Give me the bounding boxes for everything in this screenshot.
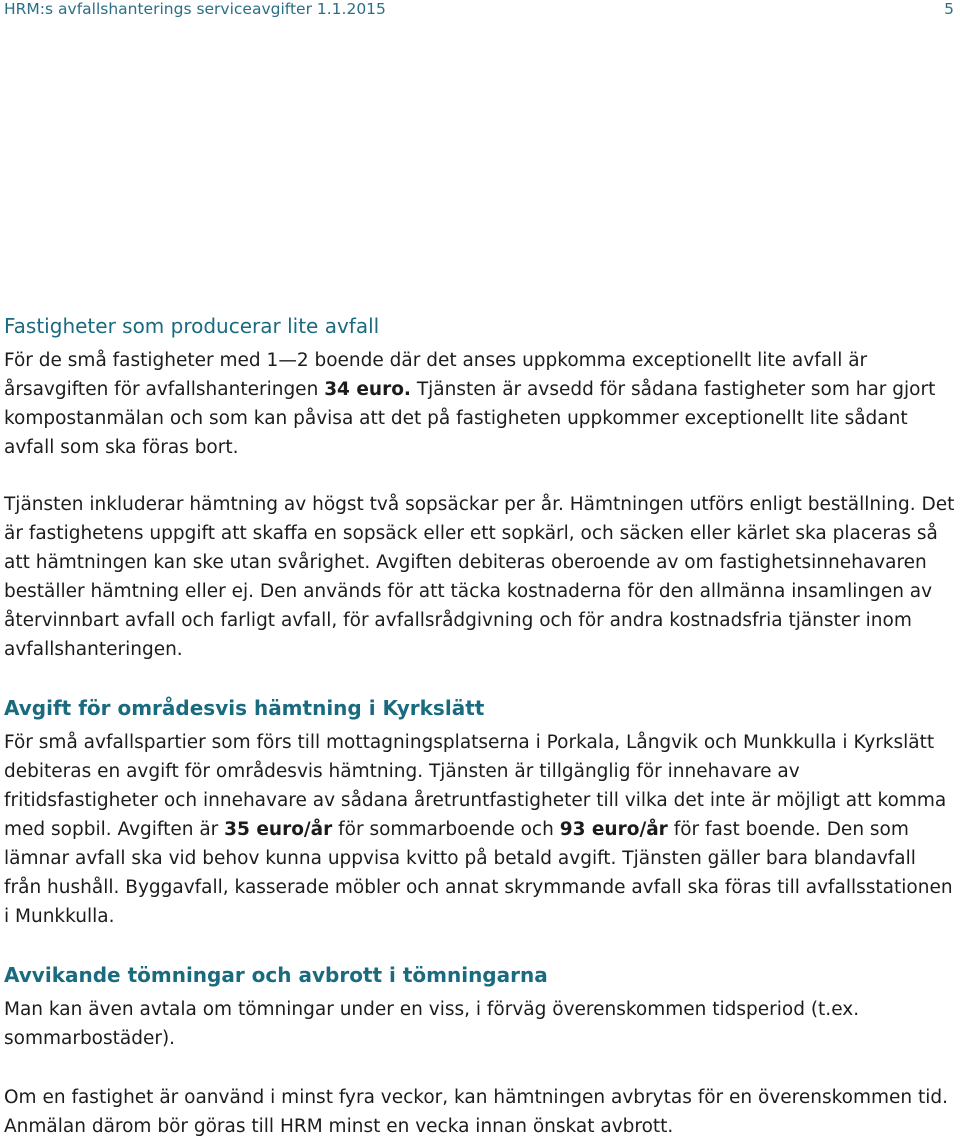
section-heading-kyrkslatt: Avgift för områdesvis hämtning i Kyrkslätt	[4, 696, 485, 720]
permanent-fee-amount: 93 euro/år	[559, 819, 668, 840]
document-title: HRM:s avfallshanterings serviceavgifter 1.1.2015	[4, 0, 386, 18]
text-run: för sommarboende och	[332, 819, 560, 840]
text-run: För de små fastigheter med 1—2 boende där det anses uppkomma exceptionellt lite avfall är årsavgiften för avfallshanteringen	[4, 350, 868, 400]
text-run: Tjänsten är avsedd för sådana fastigheter som har gjort kompostanmälan och som kan påvisa att det på fastigheten uppkommer exceptionellt lite sådant avfall som ska föras bort.	[4, 379, 936, 458]
document-body	[4, 312, 956, 1141]
paragraph-small-waste-fee	[4, 346, 956, 462]
paragraph-interruption: Om en fastighet är oanvänd i minst fyra veckor, kan hämtningen avbrytas för en överenskommen tid. Anmälan därom bör göras till HRM minst en vecka innan önskat avbrott.	[4, 1087, 949, 1137]
summer-fee-amount: 35 euro/år	[224, 819, 333, 840]
page-number: 5	[944, 0, 954, 18]
section-heading-small-waste: Fastigheter som producerar lite avfall	[4, 314, 380, 338]
paragraph-service-details: Tjänsten inkluderar hämtning av högst två sopsäckar per år. Hämtningen utförs enligt beställning. Det är fastighetens uppgift att skaffa en sopsäck eller ett sopkärl, och säcken eller kärlet ska placeras så att hämtningen kan ske utan svårighet. Avgiften debiteras oberoende av om fastighetsinnehavaren beställer hämtning eller ej. Den används för att täcka kostnaderna för den allmänna insamlingen av återvinnbart avfall och farligt avfall, för avfallsrådgivning och för andra kostnadsfria tjänster inom avfallshanteringen.	[4, 494, 955, 660]
section-heading-deviating-emptying: Avvikande tömningar och avbrott i tömningarna	[4, 963, 548, 987]
text-run: för fast boende. Den som lämnar avfall ska vid behov kunna uppvisa kvitto på betald avgift. Tjänsten gäller bara blandavfall från hushåll. Byggavfall, kasserade möbler och annat skrymmande avfall ska föras till avfallsstationen i Munkkulla.	[4, 819, 953, 927]
page-header	[4, 0, 954, 22]
fee-amount: 34 euro.	[324, 379, 411, 400]
text-run: För små avfallspartier som förs till mottagningsplatserna i Porkala, Långvik och Munkkulla i Kyrkslätt debiteras en avgift för områdesvis hämtning. Tjänsten är tillgänglig för innehavare av fritidsfastigheter och innehavare av sådana åretruntfastigheter till vilka det inte är möjligt att komma med sopbil. Avgiften är	[4, 732, 947, 840]
paragraph-kyrkslatt-fee	[4, 728, 956, 931]
paragraph-agreed-period: Man kan även avtala om tömningar under en viss, i förväg överenskommen tidsperiod (t.ex. sommarbostäder).	[4, 999, 860, 1049]
